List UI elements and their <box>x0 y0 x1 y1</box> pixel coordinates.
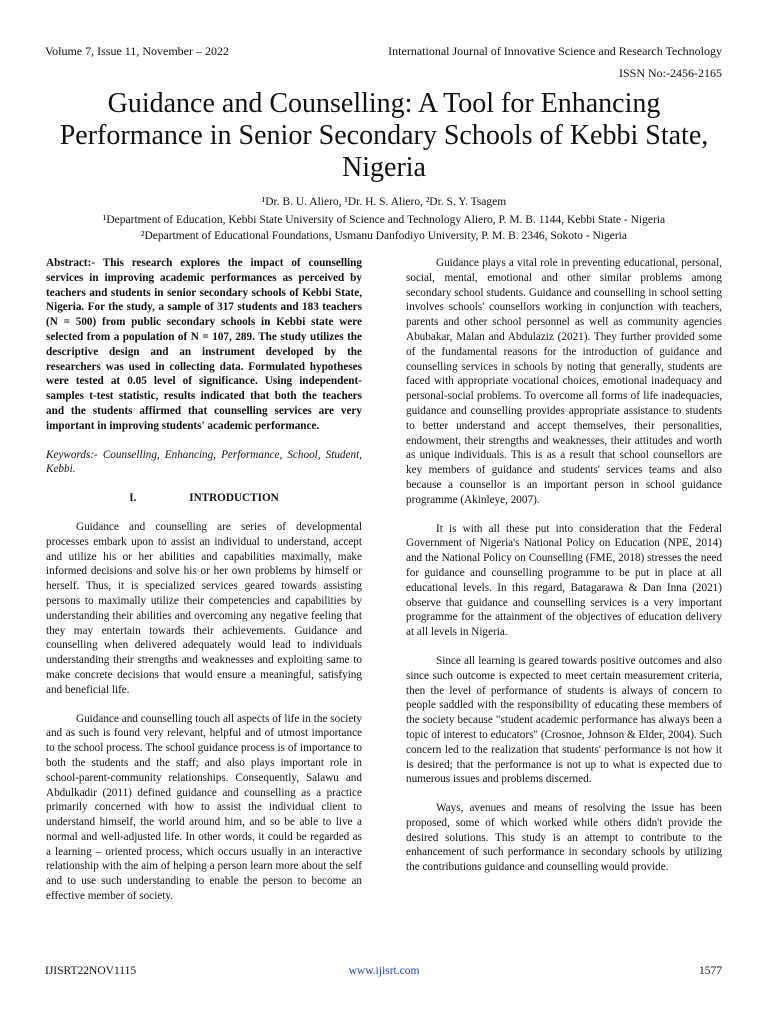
footer-paper-code: IJISRT22NOV1115 <box>45 965 137 977</box>
footer-website-link[interactable]: www.ijisrt.com <box>348 965 420 977</box>
journal-issn: ISSN No:-2456-2165 <box>618 66 722 80</box>
affiliation-2: ²Department of Educational Foundations, Usmanu Danfodiyo University, P. M. B. 2346, Sokoto - Nigeria <box>141 230 627 242</box>
paper-title: Guidance and Counselling: A Tool for Enhancing Performance in Senior Secondary Schools of Kebbi State, Nigeria <box>59 88 709 183</box>
journal-volume: Volume 7, Issue 11, November – 2022 <box>45 44 229 58</box>
left-column <box>46 256 362 918</box>
right-column <box>406 256 722 889</box>
paragraph: Ways, avenues and means of resolving the issue has been proposed, some of which worked while others didn't provide the desired solutions. This study is an attempt to contribute to the enhancement of such performance in secondary schools by utilizing the contributions guidance and counselling would provide. <box>406 802 722 874</box>
paragraph: Since all learning is geared towards positive outcomes and also since such outcome is expected to meet certain measurement criteria, then the level of performance of students is always of concern to people saddled with the responsibility of educating these members of the society because "student academic performance has always been a topic of interest to educators" (Crosnoe, Johnson & Elder, 2004). Such concern led to the realization that students' performance is not how it is desired; that the performance is not up to what is expected due to numerous issues and problems discerned. <box>406 654 722 786</box>
paragraph: It is with all these put into consideration that the Federal Government of Nigeria's National Policy on Education (NPE, 2014) and the National Policy on Counselling (FME, 2018) stresses the need for guidance and counselling programme to be put in place at all educational levels. In this regard, Batagarawa & Dan Inna (2021) observe that guidance and counselling services is a very important programme for the attainment of the objectives of education delivery at all levels in Nigeria. <box>406 522 722 639</box>
section-heading-introduction: I. INTRODUCTION <box>129 492 279 505</box>
paragraph: Guidance and counselling touch all aspects of life in the society and as such is found very relevant, helpful and of utmost importance to the school process. The school guidance process is of importance to both the students and the staff; and also plays important role in school-parent-community relationships. Consequently, Salawu and Abdulkadir (2011) defined guidance and counselling as a practice primarily concerned with how to assist the individual client to understand himself, the world around him, and so be able to live a normal and well-adjusted life. In other words, it could be regarded as a learning – oriented process, which occurs usually in an interactive relationship with the aim of helping a person learn more about the self and to use such understanding to enable the person to become an effective member of society. <box>46 712 362 903</box>
keywords: Keywords:- Counselling, Enhancing, Performance, School, Student, Kebbi. <box>46 448 362 476</box>
paragraph: Guidance plays a vital role in preventing educational, personal, social, mental, emotional and other similar problems among secondary school students. Guidance and counselling in school setting involves schools' counsellors working in conjunction with teachers, parents and other school personnel as well as community agencies Abubakar, Malan and Abdulaziz (2021). They further provided some of the fundamental reasons for the introduction of guidance and counselling services in schools by noting that generally, students are faced with appropriate vocational choices, emotional inadequacy and personal-social problems. To overcome all forms of life inadequacies, guidance and counselling provides appropriate assistance to students to better understand and accept themselves, their personalities, endowment, their strengths and weaknesses, their attitudes and worth as unique individuals. This is as a result that school counsellors are key members of guidance and students' services teams and also because a counsellor is an important person in school guidance programme (Akinleye, 2007). <box>406 257 722 506</box>
abstract: Abstract:- This research explores the impact of counselling services in improving academic performances as perceived by teachers and students in senior secondary schools of Kebbi State, Nigeria. For the study, a sample of 317 students and 183 teachers (N = 500) from public secondary schools in Kebbi state were selected from a population of N = 107, 289. The study utilizes the descriptive design and an instrument developed by the researchers was used in collecting data. Formulated hypotheses were tested at 0.05 level of significance. Using independent-samples t-test statistic, results indicated that both the teachers and the students affirmed that counselling services are very important in improving students' academic performance. <box>46 257 362 432</box>
footer-page-number: 1577 <box>699 965 722 977</box>
journal-name: International Journal of Innovative Science and Research Technology <box>388 44 722 58</box>
paragraph: Guidance and counselling are series of developmental processes embark upon to assist an individual to understand, accept and utilize his or her abilities and capabilities maximally, make informed decisions and solve his or her own problems by himself or herself. Thus, it is specialized services geared towards assisting persons to maximally utilize their competencies and capabilities by understanding their abilities and overcoming any negative feeling that they may entertain towards their achievements. Guidance and counselling when delivered adequately would lead to individuals understanding their strengths and weaknesses and exploiting same to make concrete decisions that would ensure a meaningful, satisfying and beneficial life. <box>46 520 362 696</box>
authors: ¹Dr. B. U. Aliero, ¹Dr. H. S. Aliero, ²Dr. S. Y. Tsagem <box>261 196 507 208</box>
affiliation-1: ¹Department of Education, Kebbi State University of Science and Technology Aliero, P. M. B. 1144, Kebbi State - Nigeria <box>102 214 666 226</box>
